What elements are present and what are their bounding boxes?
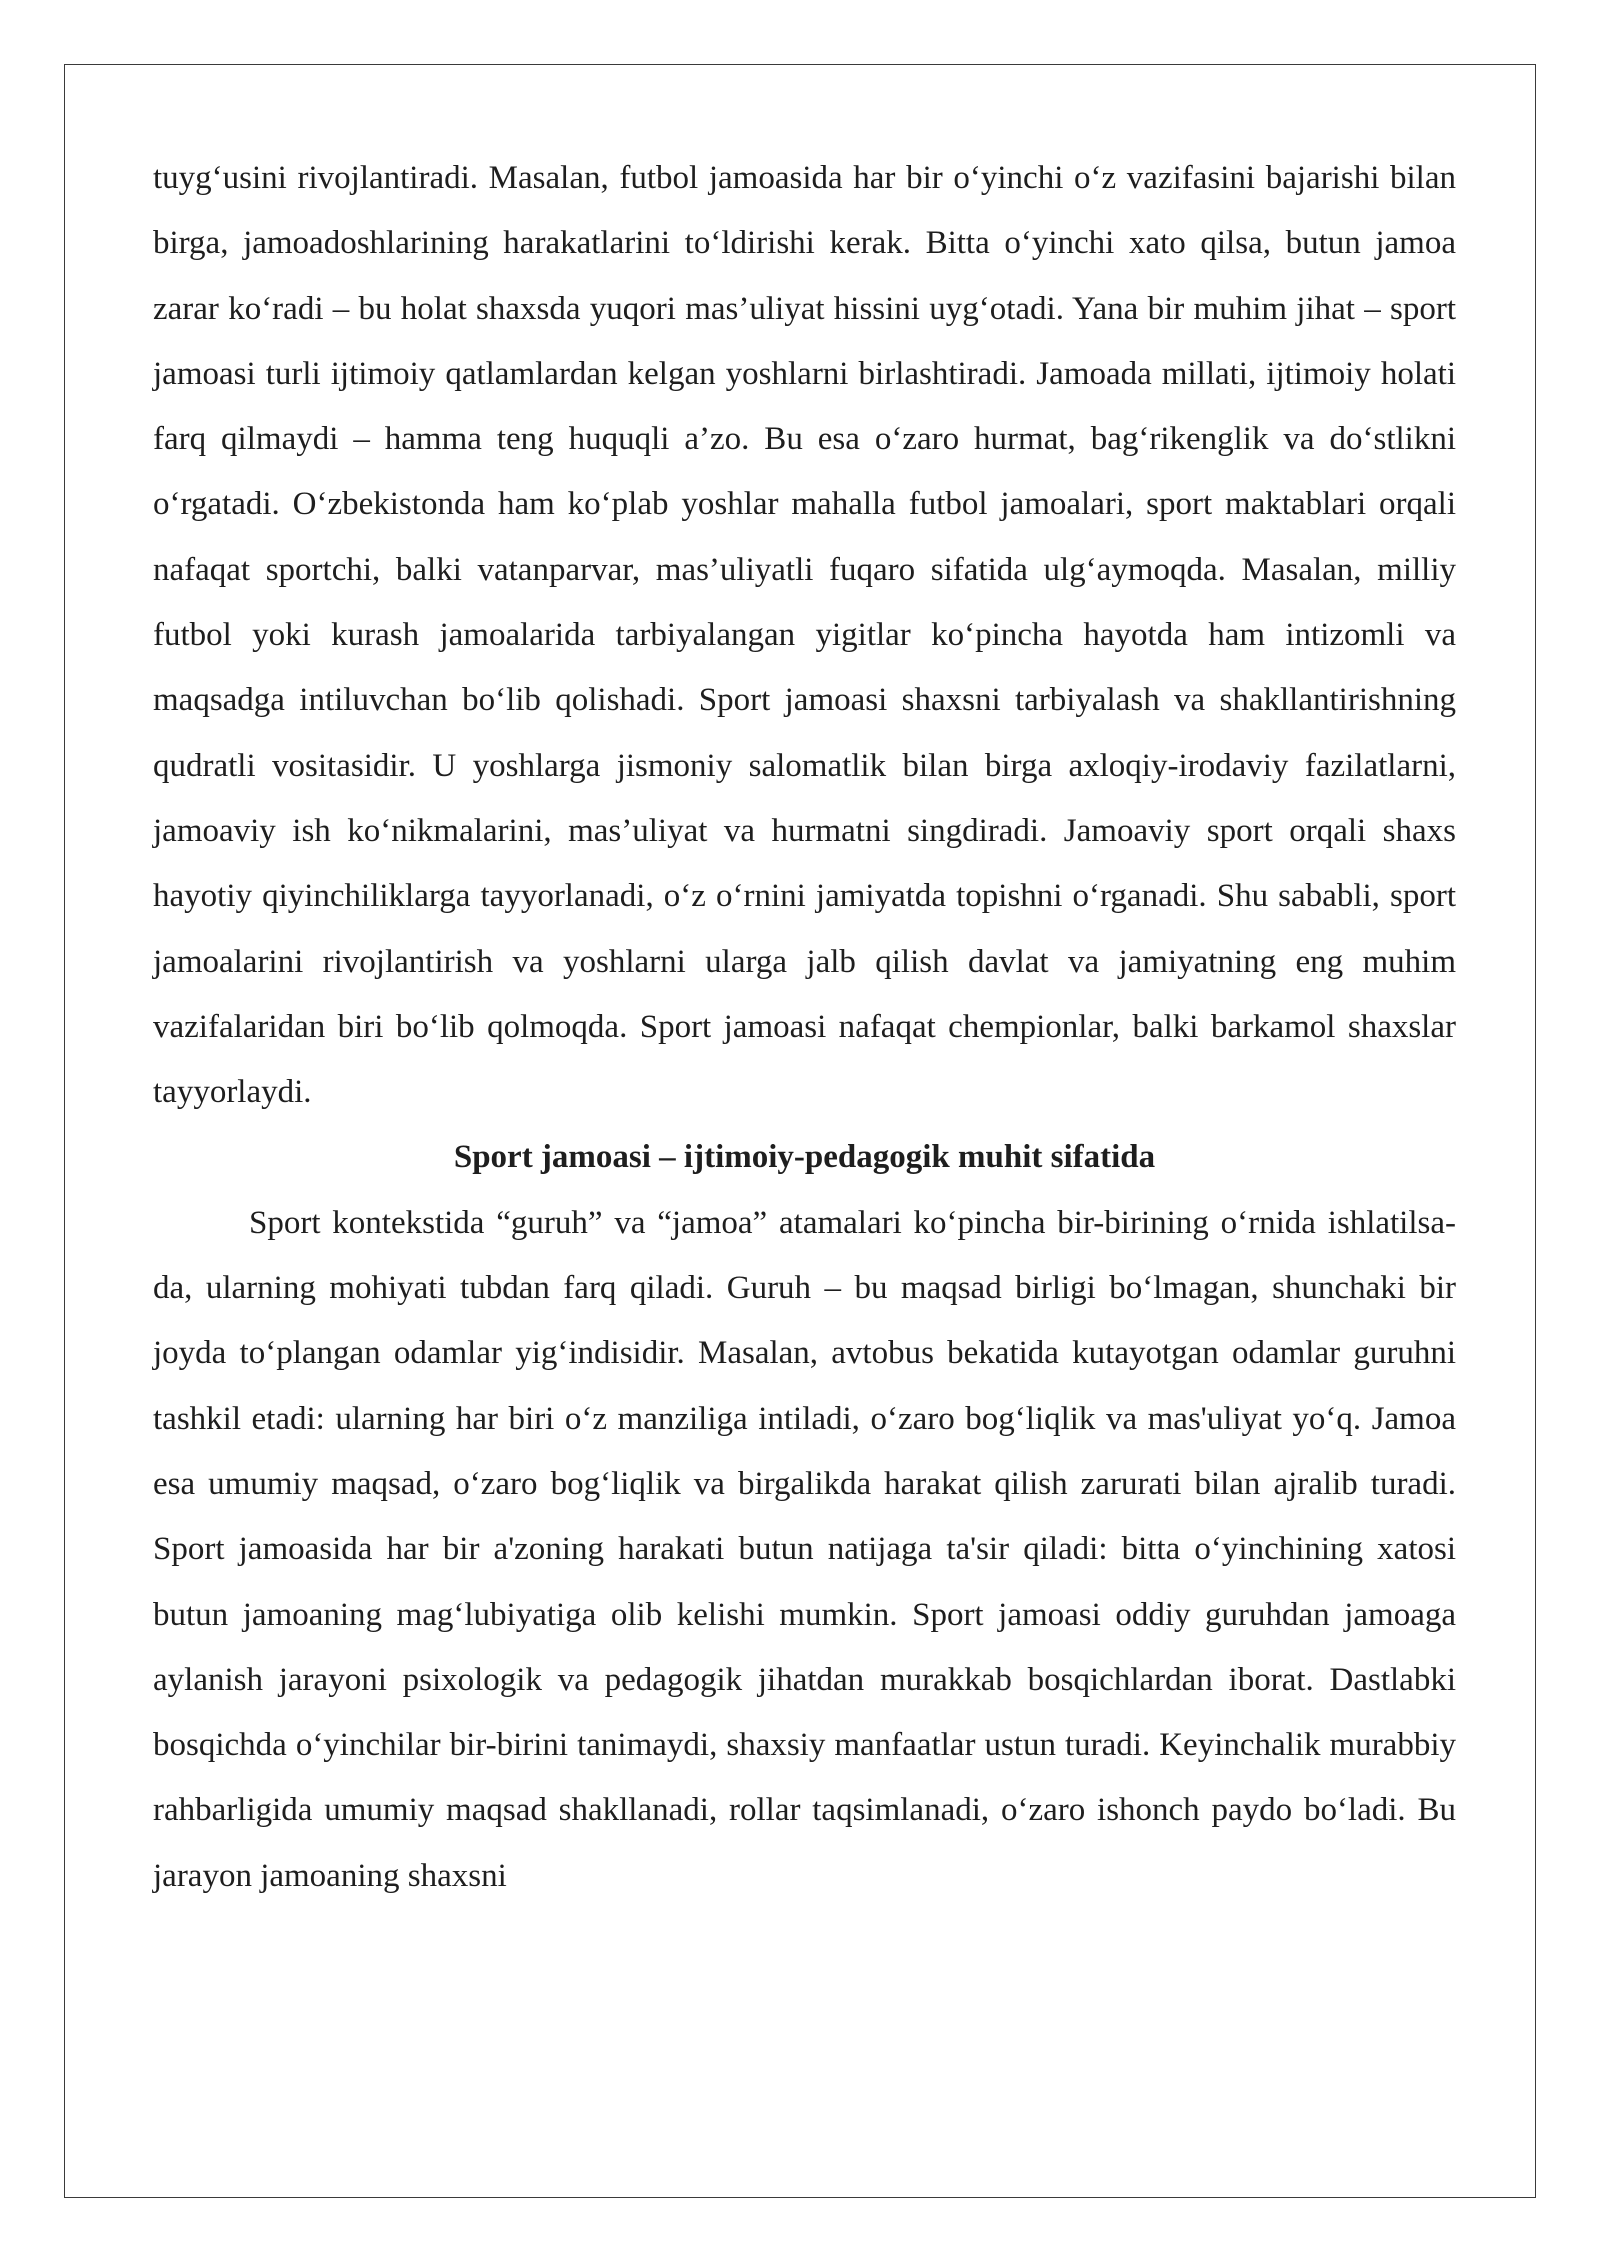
body-paragraph: Sport kontekstida “guruh” va “jamoa” atamalari ko‘pincha bir-birining o‘rnida ishlatilsa-da, ularning mohiyati tubdan farq qiladi. Guruh – bu maqsad birligi bo‘lmagan, shunchaki bir joyda to‘plangan odamlar yig‘indisidir. Masalan, avtobus bekatida kutayotgan odamlar guruhni tashkil etadi: ularning har biri o‘z manziliga intiladi, o‘zaro bog‘liqlik va mas'uliyat yo‘q. Jamoa esa umumiy maqsad, o‘zaro bog‘liqlik va birgalikda harakat qilish zarurati bilan ajralib turadi. Sport jamoasida har bir a'zoning harakati butun natijaga ta'sir qiladi: bitta o‘yinchining xatosi butun jamoaning mag‘lubiyatiga olib kelishi mumkin. Sport jamoasi oddiy guruhdan jamoaga aylanish jarayoni psixologik va pedagogik jihatdan murakkab bosqichlardan iborat. Dastlabki bosqichda o‘yinchilar bir-birini tanimaydi, shaxsiy manfaatlar ustun turadi. Keyinchalik murabbiy rahbarligida umumiy maqsad shakllanadi, rollar taqsimlanadi, o‘zaro ishonch paydo bo‘ladi. Bu jarayon jamoaning shaxsni	[153, 1204, 1456, 1894]
body-paragraph-continued: tuyg‘usini rivojlantiradi. Masalan, futbol jamoasida har bir o‘yinchi o‘z vazifasini bajarishi bilan birga, jamoadoshlarining harakatlarini to‘ldirishi kerak. Bitta o‘yinchi xato qilsa, butun jamoa zarar ko‘radi – bu holat shaxsda yuqori mas’uliyat hissini uyg‘otadi. Yana bir muhim jihat – sport jamoasi turli ijtimoiy qatlamlardan kelgan yoshlarni birlashtiradi. Jamoada millati, ijtimoiy holati farq qilmaydi – hamma teng huquqli a’zo. Bu esa o‘zaro hurmat, bag‘rikenglik va do‘stlikni o‘rgatadi. O‘zbekistonda ham ko‘plab yoshlar mahalla futbol jamoalari, sport maktablari orqali nafaqat sportchi, balki vatanparvar, mas’uliyatli fuqaro sifatida ulg‘aymoqda. Masalan, milliy futbol yoki kurash jamoalarida tarbiyalangan yigitlar ko‘pincha hayotda ham intizomli va maqsadga intiluvchan bo‘lib qolishadi. Sport jamoasi shaxsni tarbiyalash va shakllantirishning qudratli vositasidir. U yoshlarga jismoniy salomatlik bilan birga axloqiy-irodaviy fazilatlarni, jamoaviy ish ko‘nikmalarini, mas’uliyat va hurmatni singdiradi. Jamoaviy sport orqali shaxs hayotiy qiyinchiliklarga tayyorlanadi, o‘z o‘rnini jamiyatda topishni o‘rganadi. Shu sababli, sport jamoalarini rivojlantirish va yoshlarni ularga jalb qilish davlat va jamiyatning eng muhim vazifalaridan biri bo‘lib qolmoqda. Sport jamoasi nafaqat chempionlar, balki barkamol shaxslar tayyorlaydi.	[153, 160, 1456, 1111]
document-body	[153, 146, 1456, 1909]
section-heading: Sport jamoasi – ijtimoiy-pedagogik muhit sifatida	[453, 1139, 1156, 1176]
